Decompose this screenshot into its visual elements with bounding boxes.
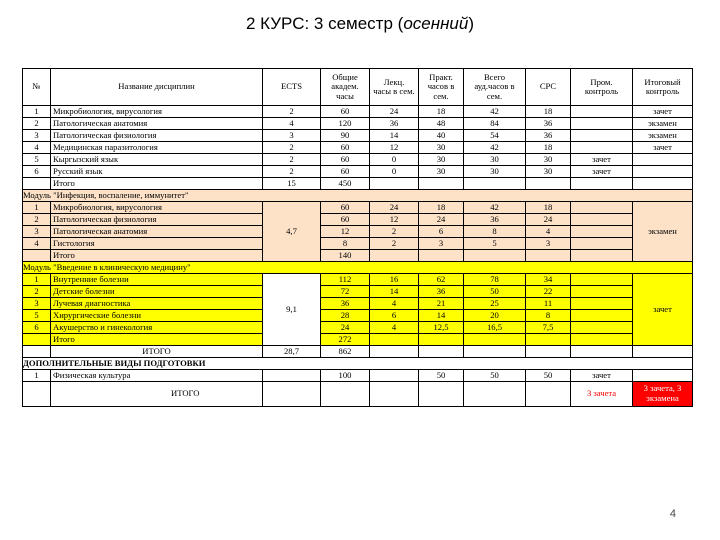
module2-itog: зачет bbox=[633, 274, 693, 346]
curriculum-table bbox=[22, 68, 693, 407]
table-row: 3 Патологическая анатомия 12 2 6 8 4 bbox=[23, 226, 693, 238]
extra-title-row bbox=[23, 358, 693, 370]
table-row: 5 Хирургические болезни 28 6 14 20 8 bbox=[23, 310, 693, 322]
table-row: 2 Детские болезни 72 14 36 50 22 bbox=[23, 286, 693, 298]
itogo-row: Итого 272 bbox=[23, 334, 693, 346]
page-title: 2 КУРС: 3 семестр (осенний) bbox=[245, 14, 475, 33]
table-row: 6 Русский язык 2 60 0 30 30 30 зачет bbox=[23, 166, 693, 178]
grand-itogo-row: ИТОГО 28,7 862 bbox=[23, 346, 693, 358]
table-row: 2 Патологическая анатомия 4 120 36 48 84 36 экзамен bbox=[23, 118, 693, 130]
table-row: 1 Микробиология, вирусология 2 60 24 18 42 18 зачет bbox=[23, 106, 693, 118]
header-total: Общие академ. часы bbox=[321, 69, 370, 106]
extra-title: ДОПОЛНИТЕЛЬНЫЕ ВИДЫ ПОДГОТОВКИ bbox=[23, 358, 693, 370]
final-itogo-row: ИТОГО 3 зачета 3 зачета, 3 экзамена bbox=[23, 382, 693, 407]
table-row: 1 Внутренние болезни 9,1 112 16 62 78 34 зачет bbox=[23, 274, 693, 286]
table-row: 6 Акушерство и гинекология 24 4 12,5 16,5 7,5 bbox=[23, 322, 693, 334]
module-title-row bbox=[23, 190, 693, 202]
header-vsego: Всего ауд.часов в сем. bbox=[464, 69, 526, 106]
header-prom: Пром. контроль bbox=[571, 69, 633, 106]
title-semester-italic: осенний bbox=[403, 14, 469, 33]
module1-title: Модуль "Инфекция, воспаление, иммунитет" bbox=[23, 190, 693, 202]
module1-ects: 4,7 bbox=[263, 202, 321, 262]
table-row: 2 Патологическая физиология 60 12 24 36 24 bbox=[23, 214, 693, 226]
table-row: 5 Кыргызский язык 2 60 0 30 30 30 зачет bbox=[23, 154, 693, 166]
header-row bbox=[23, 69, 693, 106]
itogo-row: Итого 140 bbox=[23, 250, 693, 262]
table-row: 1 Микробиология, вирусология 4,7 60 24 18 42 18 экзамен bbox=[23, 202, 693, 214]
header-name: Название дисциплин bbox=[51, 69, 263, 106]
header-num: № bbox=[23, 69, 51, 106]
header-itog: Итоговый контроль bbox=[633, 69, 693, 106]
header-prakt: Практ. часов в сем. bbox=[419, 69, 464, 106]
header-lect: Лекц. часы в сем. bbox=[370, 69, 419, 106]
module2-ects: 9,1 bbox=[263, 274, 321, 346]
table-row: 3 Лучевая диагностика 36 4 21 25 11 bbox=[23, 298, 693, 310]
module2-title: Модуль "Введение в клиническую медицину" bbox=[23, 262, 693, 274]
table-row: 3 Патологическая физиология 3 90 14 40 54 36 экзамен bbox=[23, 130, 693, 142]
table-row: 4 Медицинская паразитология 2 60 12 30 42 18 зачет bbox=[23, 142, 693, 154]
page-number: 4 bbox=[669, 508, 676, 520]
header-srs: СРС bbox=[526, 69, 571, 106]
table-row: 1 Физическая культура 100 50 50 50 зачет bbox=[23, 370, 693, 382]
module-title-row bbox=[23, 262, 693, 274]
header-ects: ECTS bbox=[263, 69, 321, 106]
module1-itog: экзамен bbox=[633, 202, 693, 262]
itogo-row: Итого 15 450 bbox=[23, 178, 693, 190]
table-row: 4 Гистология 8 2 3 5 3 bbox=[23, 238, 693, 250]
